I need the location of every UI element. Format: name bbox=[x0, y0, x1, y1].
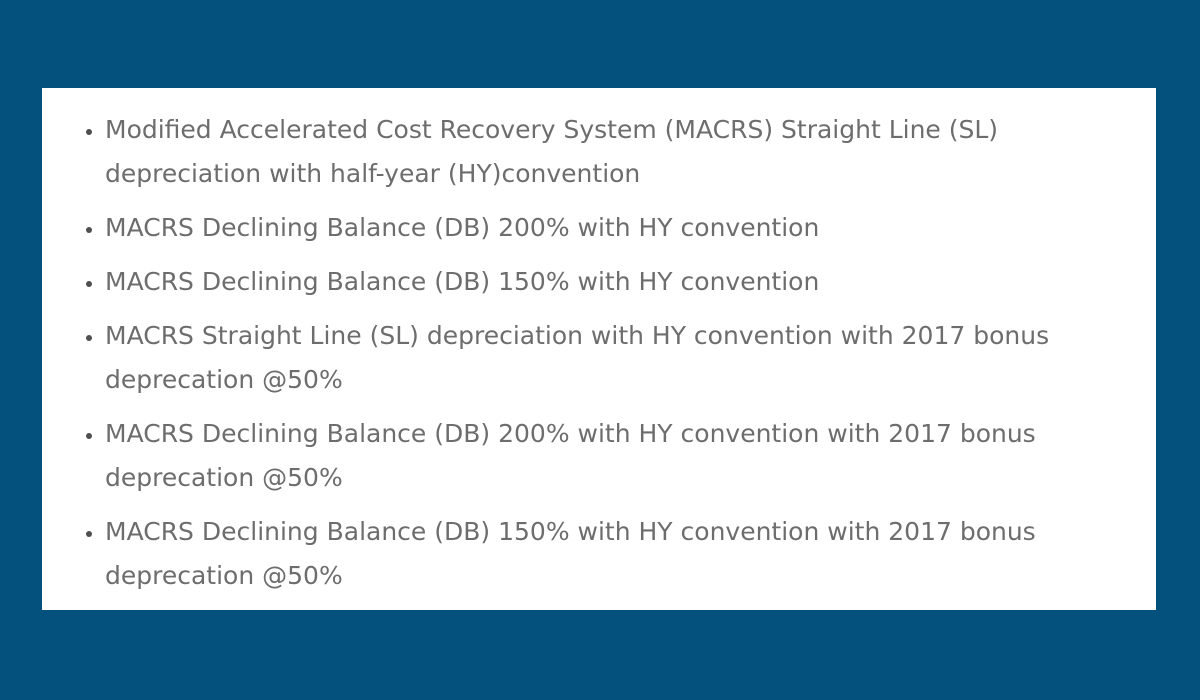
depreciation-methods-list bbox=[42, 88, 1156, 598]
list-item: • MACRS Declining Balance (DB) 150% with HY convention bbox=[105, 260, 1132, 304]
list-item: • MACRS Straight Line (SL) depreciation with HY convention with 2017 bonus deprecation @50% bbox=[105, 314, 1132, 402]
list-item: • MACRS Declining Balance (DB) 200% with HY convention with 2017 bonus deprecation @50% bbox=[105, 412, 1132, 500]
list-item: • MACRS Declining Balance (DB) 150% with HY convention with 2017 bonus deprecation @50% bbox=[105, 510, 1132, 598]
content-card bbox=[42, 88, 1156, 610]
list-item: • MACRS Declining Balance (DB) 200% with HY convention bbox=[105, 206, 1132, 250]
list-item: • Modified Accelerated Cost Recovery System (MACRS) Straight Line (SL) depreciation with half-year (HY)convention bbox=[105, 108, 1132, 196]
